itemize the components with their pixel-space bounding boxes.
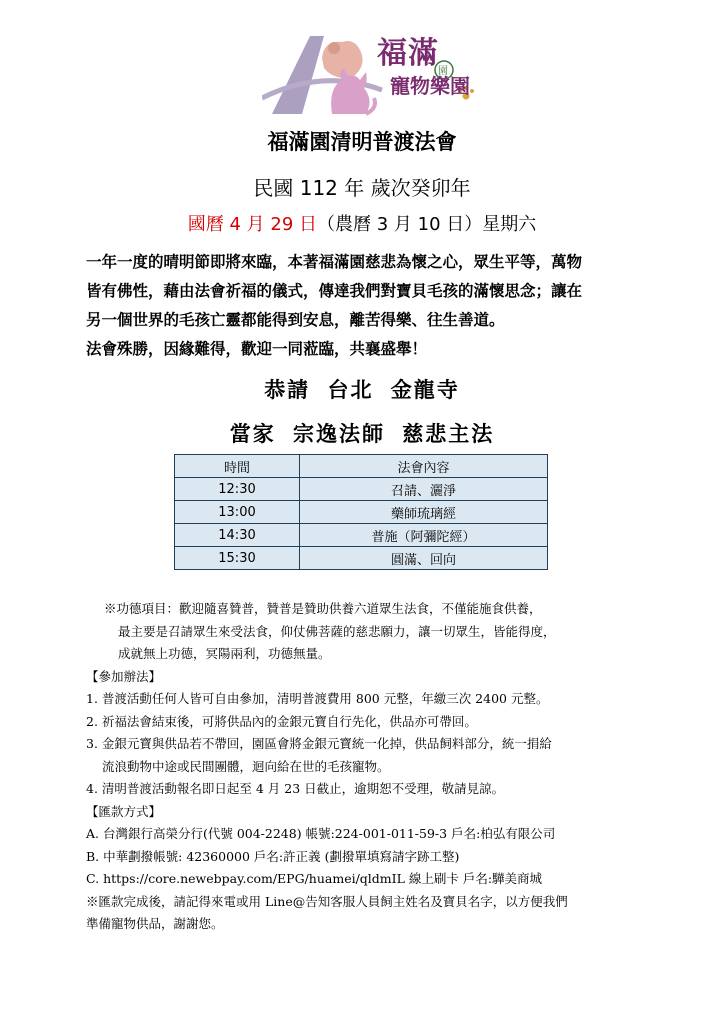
logo xyxy=(262,28,482,118)
content-cell: 普施（阿彌陀經） xyxy=(300,524,548,547)
table-row xyxy=(175,478,548,501)
lunar-date: （農曆 3 月 10 日）星期六 xyxy=(317,214,537,235)
schedule-table xyxy=(174,454,548,570)
event-date xyxy=(0,210,724,236)
intro-paragraph xyxy=(86,248,646,364)
time-cell: 13:00 xyxy=(175,501,300,524)
table-row xyxy=(175,547,548,570)
payment-reminder: 準備寵物供品，謝謝您。 xyxy=(86,916,224,931)
content-cell: 召請、灑淨 xyxy=(300,478,548,501)
intro-line: 另一個世界的毛孩亡靈都能得到安息，離苦得樂、往生善道。 xyxy=(86,311,505,329)
join-item: 4. 清明普渡活動報名即日起至 4 月 23 日截止，逾期恕不受理，敬請見諒。 xyxy=(86,781,505,796)
intro-line: 法會殊勝，因緣難得，歡迎一同蒞臨，共襄盛舉！ xyxy=(86,340,428,358)
join-item: 1. 普渡活動任何人皆可自由參加，清明普渡費用 800 元整，年繳三次 2400 元整。 xyxy=(86,691,549,706)
payment-reminder: ※匯款完成後，請記得來電或用 Line@告知客服人員飼主姓名及寶貝名字，以方便我們 xyxy=(86,893,568,909)
time-cell: 15:30 xyxy=(175,547,300,570)
merit-line: ※功德項目：歡迎隨喜贊普，贊普是贊助供養六道眾生法食，不僅能施食供養， xyxy=(104,601,542,616)
table-header-row xyxy=(175,455,548,478)
page-title: 福滿園清明普渡法會 xyxy=(267,130,457,154)
payment-postal: B. 中華劃撥帳號: 42360000 戶名:許正義 (劃撥單填寫請字跡工整) xyxy=(86,848,460,864)
merit-line: 最主要是召請眾生來受法食，仰仗佛菩薩的慈悲願力，讓一切眾生，皆能得度， xyxy=(118,623,556,639)
master-heading: 當家 宗逸法師 慈悲主法 xyxy=(229,421,495,446)
table-row xyxy=(175,501,548,524)
content-cell: 圓滿、回向 xyxy=(300,547,548,570)
time-cell: 12:30 xyxy=(175,478,300,501)
column-header-content: 法會內容 xyxy=(300,455,548,478)
intro-line: 皆有佛性，藉由法會祈福的儀式，傳達我們對寶貝毛孩的滿懷思念；讓在 xyxy=(86,282,583,300)
year-subtitle: 民國 112 年 歲次癸卯年 xyxy=(253,176,471,200)
invite-heading: 恭請 台北 金龍寺 xyxy=(264,377,460,402)
merit-line: 成就無上功德，冥陽兩利，功德無量。 xyxy=(118,646,331,661)
join-item-continued: 流浪動物中途或民間團體，迴向給在世的毛孩寵物。 xyxy=(102,758,390,774)
logo-badge: 園 xyxy=(438,66,448,77)
content-cell: 藥師琉璃經 xyxy=(300,501,548,524)
time-cell: 14:30 xyxy=(175,524,300,547)
column-header-time: 時間 xyxy=(175,455,300,478)
table-row xyxy=(175,524,548,547)
join-heading: 【參加辦法】 xyxy=(86,668,162,684)
join-item: 2. 祈福法會結束後，可將供品內的金銀元寶自行先化，供品亦可帶回。 xyxy=(86,713,477,729)
payment-heading: 【匯款方式】 xyxy=(86,803,162,819)
solar-date: 國曆 4 月 29 日 xyxy=(187,214,317,235)
intro-line: 一年一度的晴明節即將來臨，本著福滿園慈悲為懷之心，眾生平等，萬物 xyxy=(86,253,583,271)
logo-subtitle: 寵物樂園 xyxy=(390,74,470,98)
payment-bank: A. 台灣銀行高榮分行(代號 004-2248) 帳號:224-001-011-59-3 戶名:柏弘有限公司 xyxy=(86,826,556,841)
logo-brand: 福滿 xyxy=(377,36,439,71)
payment-online: C. https://core.newebpay.com/EPG/huamei/qldmIL 線上刷卡 戶名:驊美商城 xyxy=(86,871,543,886)
join-item: 3. 金銀元寶與供品若不帶回，園區會將金銀元寶統一化掉，供品飼料部分，統一捐給 xyxy=(86,736,552,751)
notes-section xyxy=(86,598,666,936)
